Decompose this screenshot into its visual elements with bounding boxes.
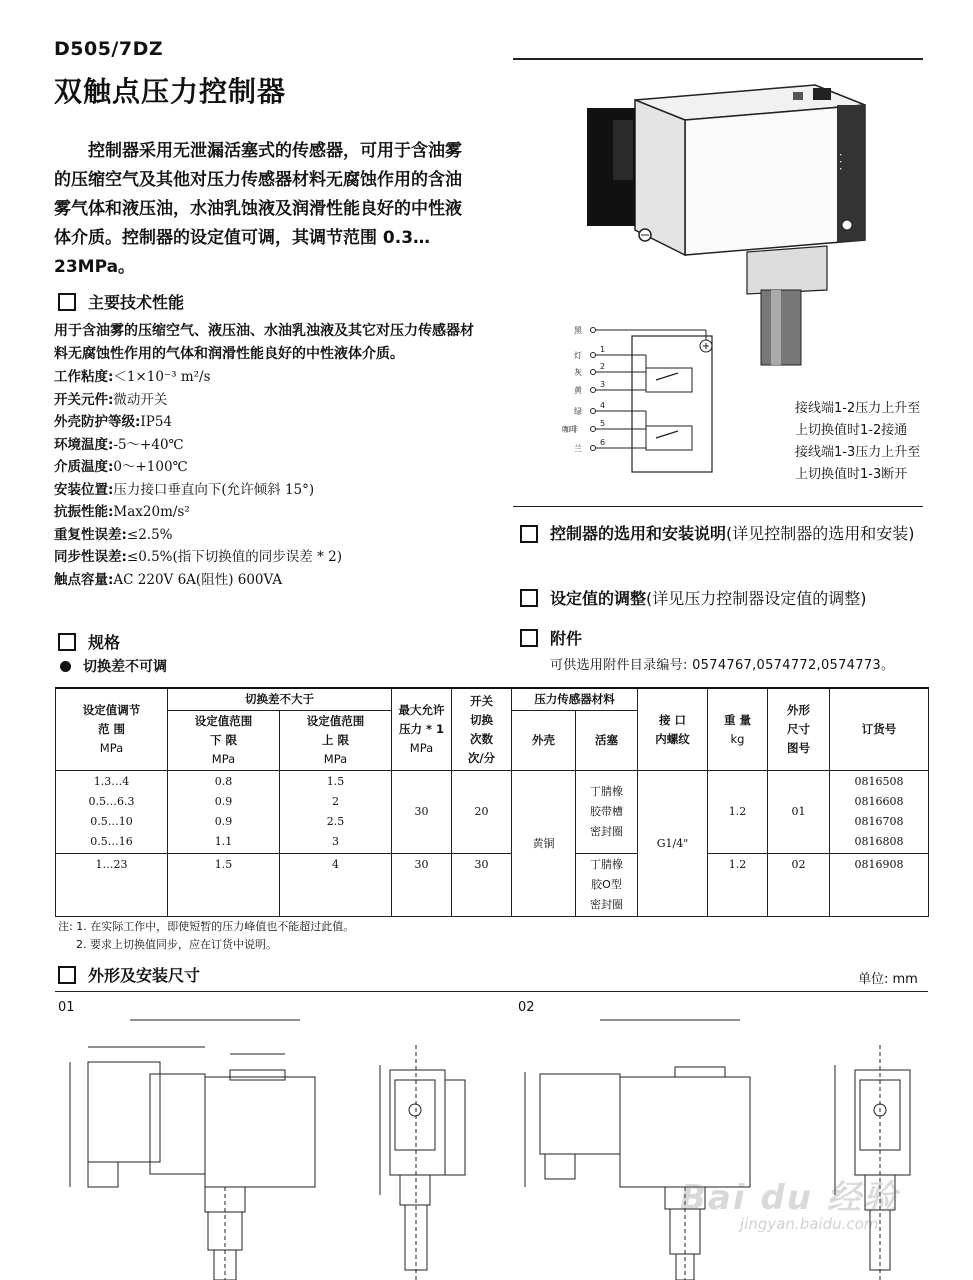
checkbox-icon xyxy=(520,629,538,647)
note-line: 注: 1. 在实际工作中，即使短暂的压力峰值也不能超过此值。 xyxy=(58,920,355,933)
spec-label: 工作粘度: xyxy=(54,369,114,385)
wiring-caption-line: 接线端1-3压力上升至 xyxy=(795,445,921,460)
spec-item xyxy=(54,434,484,457)
spec-item xyxy=(54,546,484,569)
spec-item xyxy=(54,524,484,547)
checkbox-icon xyxy=(520,525,538,543)
performance-heading xyxy=(58,290,184,313)
wire-label: 兰 xyxy=(574,444,582,453)
spec-item xyxy=(54,569,484,592)
piston-cell: 丁腈橡 胶带槽 密封圈 xyxy=(576,771,638,854)
checkbox-icon xyxy=(58,966,76,984)
range-cell: 1.3…4 0.5…6.3 0.5…10 0.5…16 xyxy=(56,771,168,854)
checkbox-icon xyxy=(520,589,538,607)
specification-heading xyxy=(58,630,120,653)
header-diff: 切换差不大于 xyxy=(168,688,392,711)
spec-bullet xyxy=(60,656,167,676)
spec-value: AC 220V 6A(阻性) 600VA xyxy=(113,571,283,588)
checkbox-icon xyxy=(58,293,76,311)
spec-label: 开关元件: xyxy=(54,391,114,408)
wire-label: 黄 xyxy=(574,386,582,395)
switch-cell: 30 xyxy=(452,854,512,917)
max-cell: 30 xyxy=(392,771,452,854)
figure-cell: 02 xyxy=(768,854,830,917)
terminal-number: 1 xyxy=(600,345,606,354)
terminal-number: 2 xyxy=(600,362,606,371)
low-cell: 1.5 xyxy=(168,854,280,917)
header-piston: 活塞 xyxy=(576,711,638,771)
spec-label: 环境温度: xyxy=(54,436,114,453)
spec-item xyxy=(54,389,484,412)
high-cell: 4 xyxy=(280,854,392,917)
spec-value: ≤2.5% xyxy=(126,526,173,543)
spec-label: 安装位置: xyxy=(54,481,114,498)
table-row xyxy=(56,771,929,854)
accessory-text: 可供选用附件目录编号: 0574767,0574772,0574773。 xyxy=(550,658,895,673)
terminal-number: 6 xyxy=(600,438,606,447)
model-number: D505/7DZ xyxy=(54,38,164,60)
wiring-caption-line: 上切换值时1-3断开 xyxy=(795,467,908,482)
spec-item xyxy=(54,479,484,502)
header-figure: 外形 尺寸 图号 xyxy=(768,688,830,771)
header-material: 压力传感器材料 xyxy=(512,688,638,711)
spec-value: ＜1×10⁻³ m²/s xyxy=(113,369,211,385)
high-cell: 1.5 2 2.5 3 xyxy=(280,771,392,854)
spec-item xyxy=(54,456,484,479)
note-line: 2. 要求上切换值同步，应在订货中说明。 xyxy=(76,938,277,951)
wire-label: 灰 xyxy=(574,368,582,377)
header-port: 接 口 内螺纹 xyxy=(638,688,708,771)
dimensions-heading-text: 外形及安装尺寸 xyxy=(88,966,201,985)
weight-cell: 1.2 xyxy=(708,771,768,854)
terminal-number: 5 xyxy=(600,419,606,428)
watermark-logo: Bai du 经验 xyxy=(680,1178,899,1218)
shell-cell: 黄铜 xyxy=(512,771,576,917)
intro-paragraph: 控制器采用无泄漏活塞式的传感器，可用于含油雾的压缩空气及其他对压力传感器材料无腐蚀作用的含油雾气体和液压油，水油乳蚀液及润滑性能良好的中性液体介质。控制器的设定值可调，其调节范围 0.3…23MPa。 xyxy=(54,141,462,277)
spec-item xyxy=(54,501,484,524)
top-divider xyxy=(513,58,923,60)
spec-bullet-text: 切换差不可调 xyxy=(83,659,167,675)
spec-label: 重复性误差: xyxy=(54,526,127,543)
wire-label: 咖啡 xyxy=(562,425,578,434)
spec-label: 外壳防护等级: xyxy=(54,414,141,430)
page-title: 双触点压力控制器 xyxy=(54,75,287,108)
max-cell: 30 xyxy=(392,854,452,917)
header-range: 设定值调节 范 围 MPa xyxy=(56,688,168,771)
watermark-url: jingyan.baidu.com xyxy=(740,1215,879,1233)
header-shell: 外壳 xyxy=(512,711,576,771)
spec-table xyxy=(55,687,929,917)
wiring-caption xyxy=(795,398,920,486)
performance-block xyxy=(54,320,484,591)
order-cell: 0816508 0816608 0816708 0816808 xyxy=(830,771,929,854)
switch-cell: 20 xyxy=(452,771,512,854)
accessory-title: 附件 xyxy=(550,629,583,648)
drawing-01-side xyxy=(350,1025,470,1280)
adjust-title: 设定值的调整 xyxy=(550,589,647,608)
selection-detail: (详见控制器的选用和安装) xyxy=(726,524,915,543)
terminal-number: 4 xyxy=(600,401,606,410)
adjust-detail: (详见压力控制器设定值的调整) xyxy=(646,589,867,608)
unit-label: 单位: mm xyxy=(858,972,918,987)
terminal-number: 3 xyxy=(600,380,606,389)
wiring-caption-line: 接线端1-2压力上升至 xyxy=(795,401,921,416)
wire-label: 灯 xyxy=(574,351,582,360)
spec-item xyxy=(54,366,484,389)
figure-cell: 01 xyxy=(768,771,830,854)
spec-value: -5～+40℃ xyxy=(113,436,184,453)
right-divider xyxy=(513,506,923,507)
spec-value: 0～+100℃ xyxy=(113,459,188,475)
order-cell: 0816908 xyxy=(830,854,929,917)
table-row xyxy=(56,854,929,917)
header-high: 设定值范围 上 限 MPa xyxy=(280,711,392,771)
housing-label-icon: · · · xyxy=(834,153,847,171)
checkbox-icon xyxy=(58,633,76,651)
low-cell: 0.8 0.9 0.9 1.1 xyxy=(168,771,280,854)
drawing-02-front xyxy=(520,1012,760,1280)
figure-02-label: 02 xyxy=(518,1000,535,1015)
performance-description: 用于含油雾的压缩空气、液压油、水油乳浊液及其它对压力传感器材料无腐蚀性作用的气体和润滑性能良好的中性液体介质。 xyxy=(54,323,474,362)
piston-cell: 丁腈橡 胶O型 密封圈 xyxy=(576,854,638,917)
spec-label: 抗振性能: xyxy=(54,504,114,520)
accessory-section xyxy=(520,626,582,649)
header-switch-count: 开关 切换 次数 次/分 xyxy=(452,688,512,771)
wiring-diagram xyxy=(560,318,730,478)
spec-value: Max20m/s² xyxy=(113,504,190,520)
wiring-caption-line: 上切换值时1-2接通 xyxy=(795,423,908,438)
bullet-icon xyxy=(60,661,71,672)
figure-01-label: 01 xyxy=(58,1000,75,1015)
range-cell: 1…23 xyxy=(56,854,168,917)
weight-cell: 1.2 xyxy=(708,854,768,917)
spec-label: 同步性误差: xyxy=(54,549,127,565)
header-low: 设定值范围 下 限 MPa xyxy=(168,711,280,771)
specification-heading-text: 规格 xyxy=(88,633,121,652)
spec-label: 介质温度: xyxy=(54,459,114,475)
selection-title: 控制器的选用和安装说明 xyxy=(550,524,727,543)
spec-label: 触点容量: xyxy=(54,571,114,588)
dimensions-heading xyxy=(58,963,200,986)
wire-label: 黑 xyxy=(574,326,582,335)
spec-value: ≤0.5%(指下切换值的同步误差 * 2) xyxy=(126,549,342,565)
selection-section xyxy=(520,522,920,546)
spec-value: IP54 xyxy=(140,414,173,430)
header-max-pressure: 最大允许 压力 * 1 MPa xyxy=(392,688,452,771)
header-weight: 重 量 kg xyxy=(708,688,768,771)
drawing-01-front xyxy=(60,1012,330,1280)
spec-value: 微动开关 xyxy=(113,391,168,408)
header-order: 订货号 xyxy=(830,688,929,771)
spec-value: 压力接口垂直向下(允许倾斜 15°) xyxy=(113,481,315,498)
adjust-section xyxy=(520,586,867,609)
table-notes xyxy=(58,918,354,954)
dimensions-divider xyxy=(55,991,928,992)
spec-list xyxy=(54,366,484,591)
performance-heading-text: 主要技术性能 xyxy=(88,293,185,312)
drawing-02-side xyxy=(820,1025,920,1280)
spec-item xyxy=(54,411,484,434)
wire-label: 绿 xyxy=(574,407,582,416)
port-cell: G1/4" xyxy=(638,771,708,917)
